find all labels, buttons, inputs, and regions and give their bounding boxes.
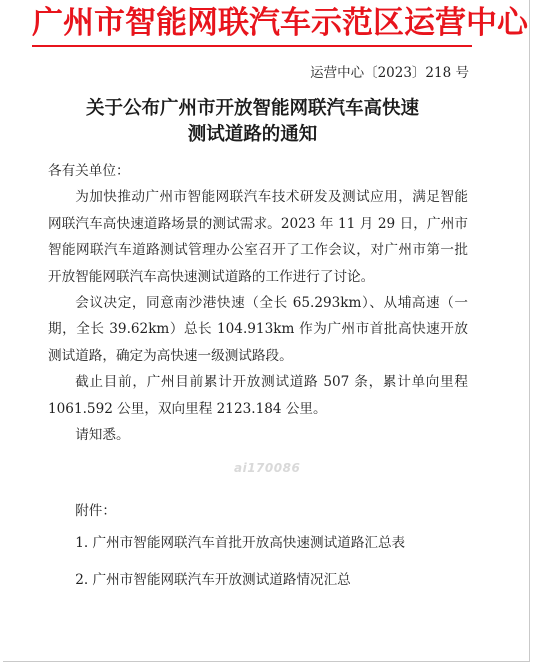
attachments-block [48,498,468,593]
paragraph-2: 会议决定，同意南沙港快速（全长 65.293km）、从埔高速（一期，全长 39.62km）总长 104.913km 作为广州市首批高快速开放测试道路，确定为高快速一级测试路段。 [48,295,468,364]
paragraph-4: 请知悉。 [75,427,130,444]
document-title [30,96,475,148]
document-title-line2: 测试道路的通知 [187,124,318,145]
document-title-line1: 关于公布广州市开放智能网联汽车高快速 [85,98,419,119]
document-body [48,158,468,448]
document-number: 运营中心〔2023〕218 号 [310,65,469,81]
header-red-rule [32,45,472,47]
org-header-title: 广州市智能网联汽车示范区运营中心 [32,5,528,41]
attachments-label: 附件： [75,503,116,519]
watermark: ai170086 [234,461,301,475]
salutation: 各有关单位： [48,163,130,179]
paragraph-1: 为加快推动广州市智能网联汽车技术研发及测试应用，满足智能网联汽车高快速道路场景的测试需求。2023 年 11 月 29 日，广州市智能网联汽车道路测试管理办公室召开了工作会议，对广州市第一批开放智能网联汽车高快速测试道路的工作进行了讨论。 [48,189,468,285]
attachment-item-1: 1. 广州市智能网联汽车首批开放高快速测试道路汇总表 [75,535,406,552]
attachment-item-2: 2. 广州市智能网联汽车开放测试道路情况汇总 [75,571,351,588]
paragraph-3: 截止目前，广州目前累计开放测试道路 507 条，累计单向里程 1061.592 公里，双向里程 2123.184 公里。 [48,374,468,417]
